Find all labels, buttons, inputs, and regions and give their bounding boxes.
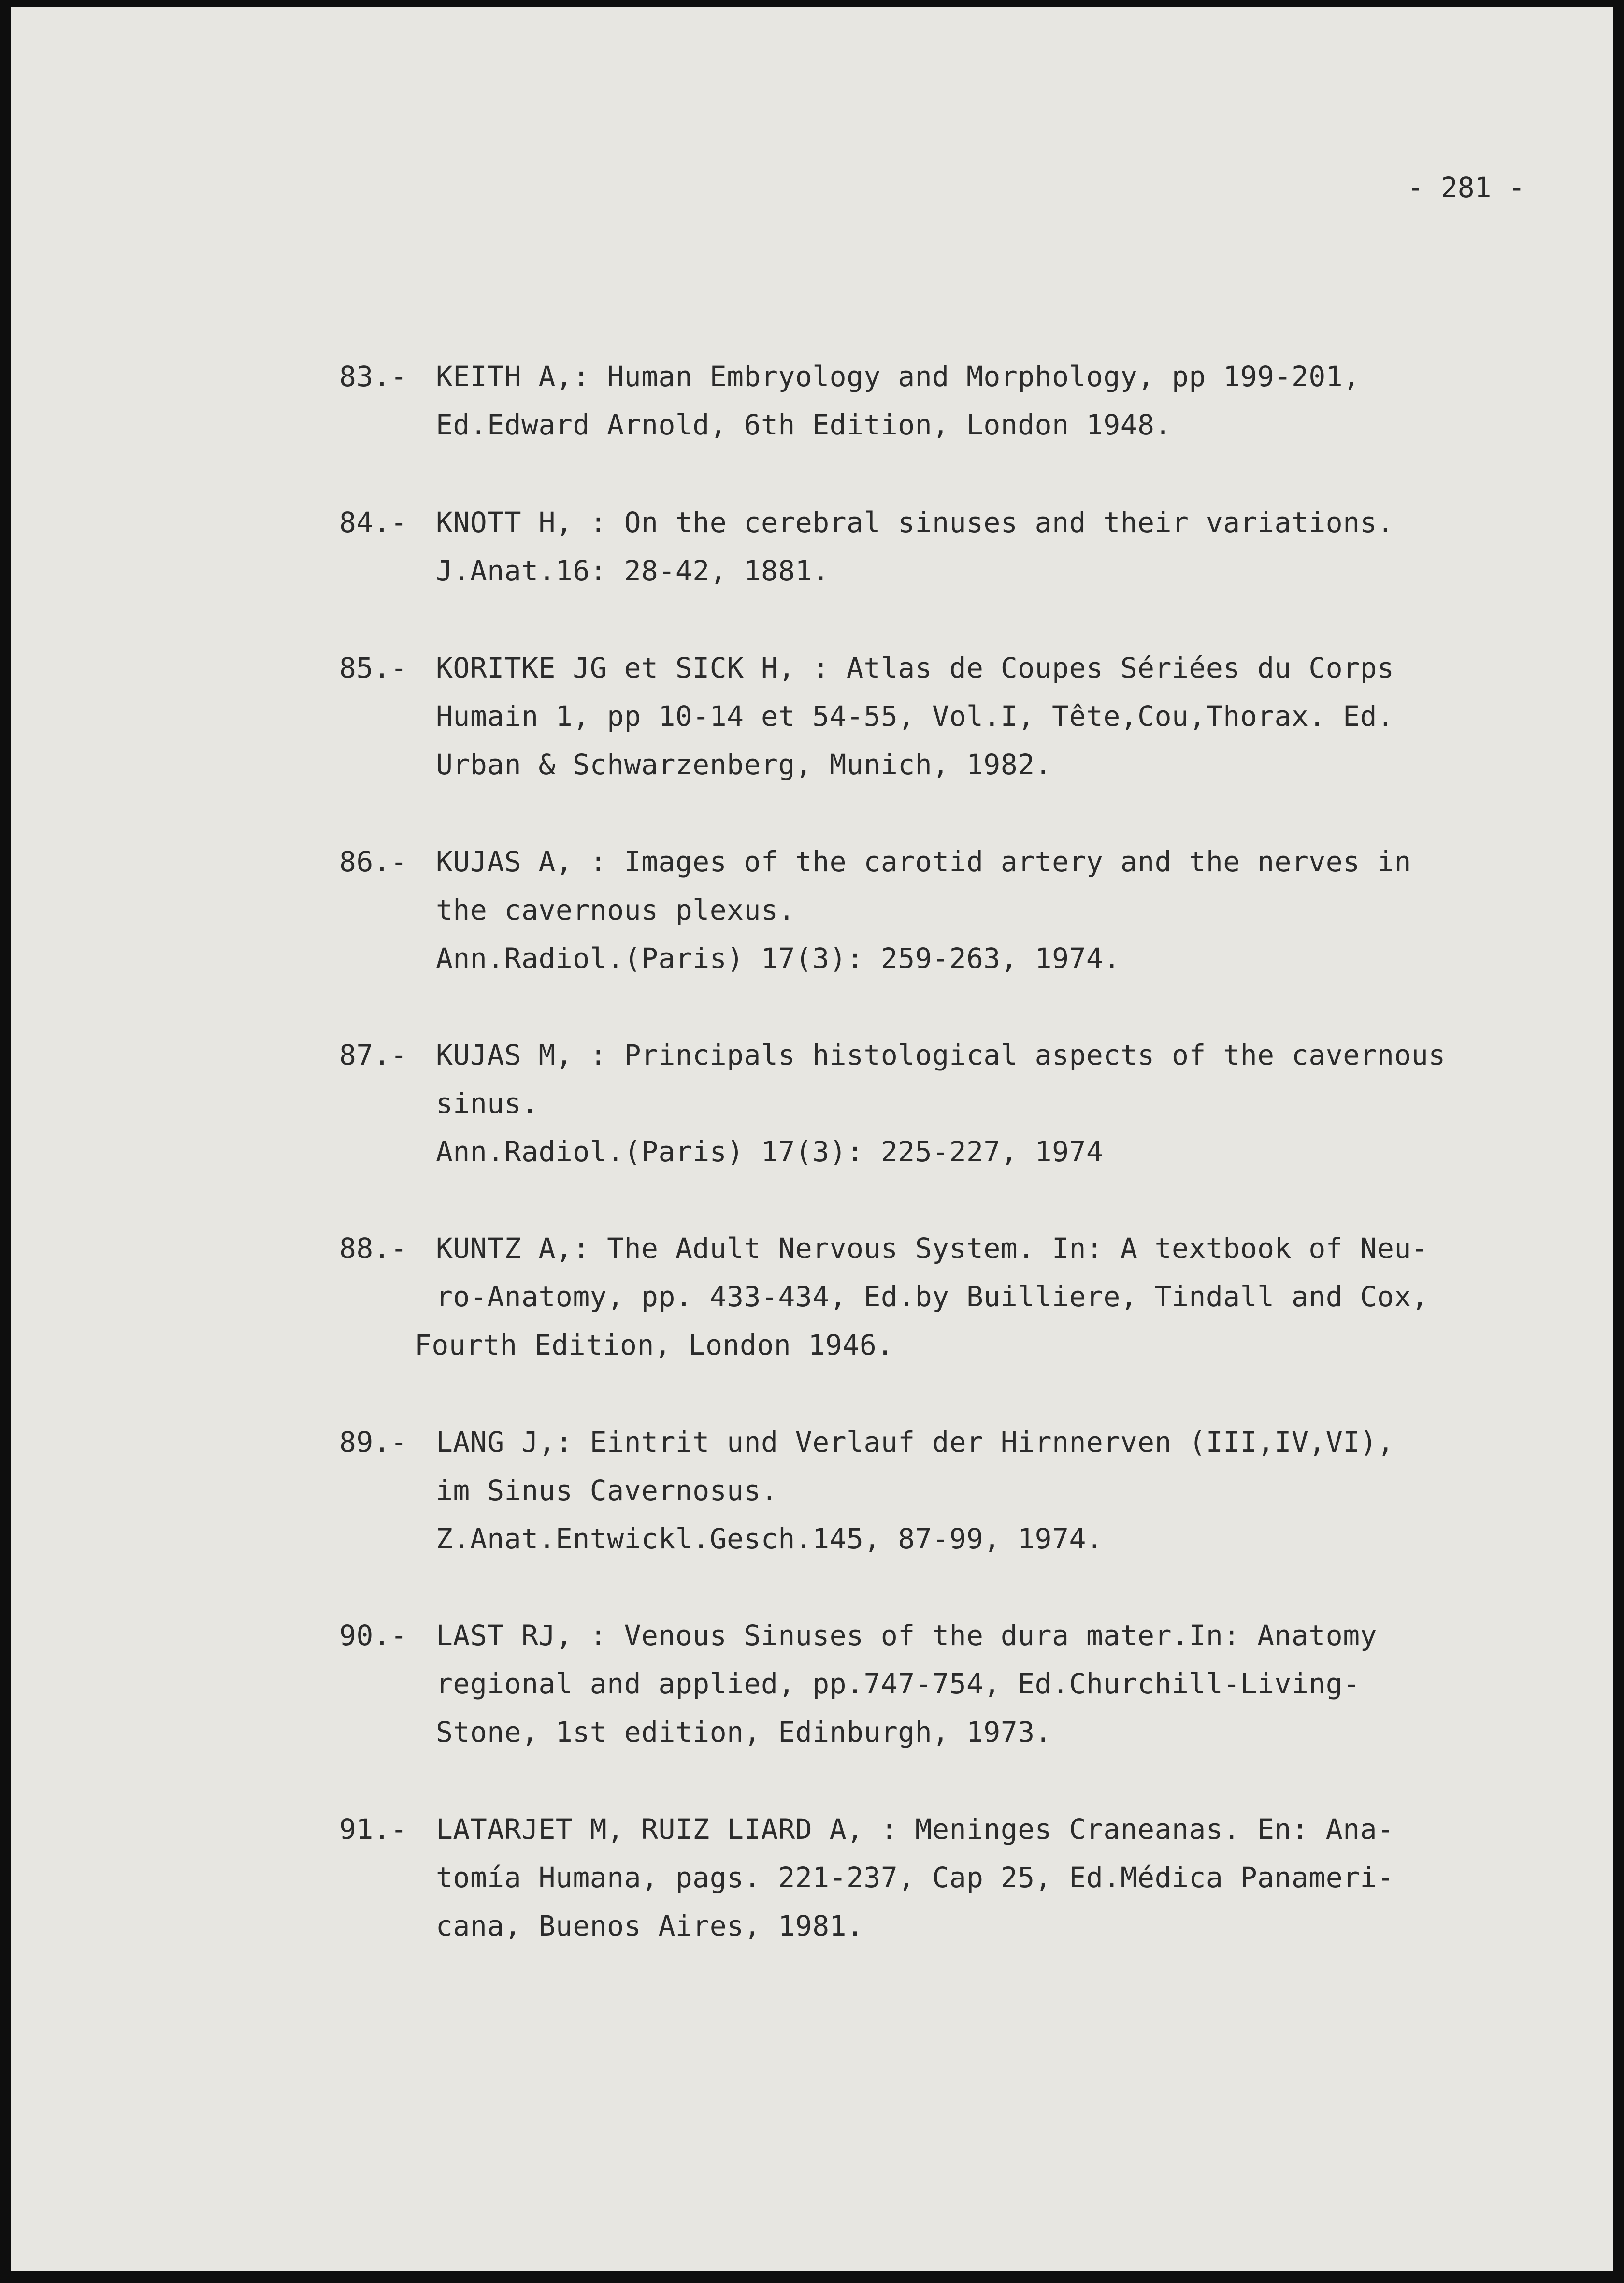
reference-text-line: tomía Humana, pags. 221-237, Cap 25, Ed.Médica Panameri- [436,1861,1394,1894]
reference-number: 90.- [339,1619,408,1652]
reference-list [11,7,1613,2271]
reference-text-line: Ann.Radiol.(Paris) 17(3): 225-227, 1974 [436,1135,1104,1168]
page-number: - 281 - [1407,171,1525,204]
reference-text-line: cana, Buenos Aires, 1981. [436,1909,864,1942]
reference-text-line: Urban & Schwarzenberg, Munich, 1982. [436,748,1052,781]
reference-text-line: the cavernous plexus. [436,894,795,926]
reference-number: 87.- [339,1039,408,1071]
reference-text-line: sinus. [436,1087,539,1120]
reference-text-line: Humain 1, pp 10-14 et 54-55, Vol.I, Tête,Cou,Thorax. Ed. [436,700,1394,733]
reference-text-line: Ed.Edward Arnold, 6th Edition, London 1948. [436,408,1172,441]
reference-number: 89.- [339,1426,408,1459]
reference-number: 85.- [339,651,408,684]
reference-text-line: Fourth Edition, London 1946. [415,1329,894,1361]
reference-text-line: KNOTT H, : On the cerebral sinuses and their variations. [436,506,1394,539]
reference-text-line: Ann.Radiol.(Paris) 17(3): 259-263, 1974. [436,942,1121,975]
reference-number: 86.- [339,845,408,878]
reference-text-line: regional and applied, pp.747-754, Ed.Churchill-Living- [436,1667,1360,1700]
reference-text-line: KUJAS A, : Images of the carotid artery and the nerves in [436,845,1411,878]
reference-text-line: KUJAS M, : Principals histological aspects of the cavernous [436,1039,1446,1071]
reference-number: 91.- [339,1813,408,1846]
reference-text-line: ro-Anatomy, pp. 433-434, Ed.by Builliere, Tindall and Cox, [436,1280,1429,1313]
reference-text-line: KEITH A,: Human Embryology and Morphology, pp 199-201, [436,360,1360,393]
reference-number: 84.- [339,506,408,539]
reference-text-line: LANG J,: Eintrit und Verlauf der Hirnnerven (III,IV,VI), [436,1426,1394,1459]
reference-number: 88.- [339,1232,408,1265]
reference-text-line: KORITKE JG et SICK H, : Atlas de Coupes Sériées du Corps [436,651,1394,684]
reference-text-line: im Sinus Cavernosus. [436,1474,778,1507]
reference-text-line: LAST RJ, : Venous Sinuses of the dura mater.In: Anatomy [436,1619,1378,1652]
document-page [11,7,1613,2271]
reference-text-line: J.Anat.16: 28-42, 1881. [436,554,830,587]
reference-text-line: KUNTZ A,: The Adult Nervous System. In: A textbook of Neu- [436,1232,1429,1265]
reference-text-line: Stone, 1st edition, Edinburgh, 1973. [436,1716,1052,1748]
reference-text-line: Z.Anat.Entwickl.Gesch.145, 87-99, 1974. [436,1522,1104,1555]
reference-text-line: LATARJET M, RUIZ LIARD A, : Meninges Craneanas. En: Ana- [436,1813,1394,1846]
reference-number: 83.- [339,360,408,393]
